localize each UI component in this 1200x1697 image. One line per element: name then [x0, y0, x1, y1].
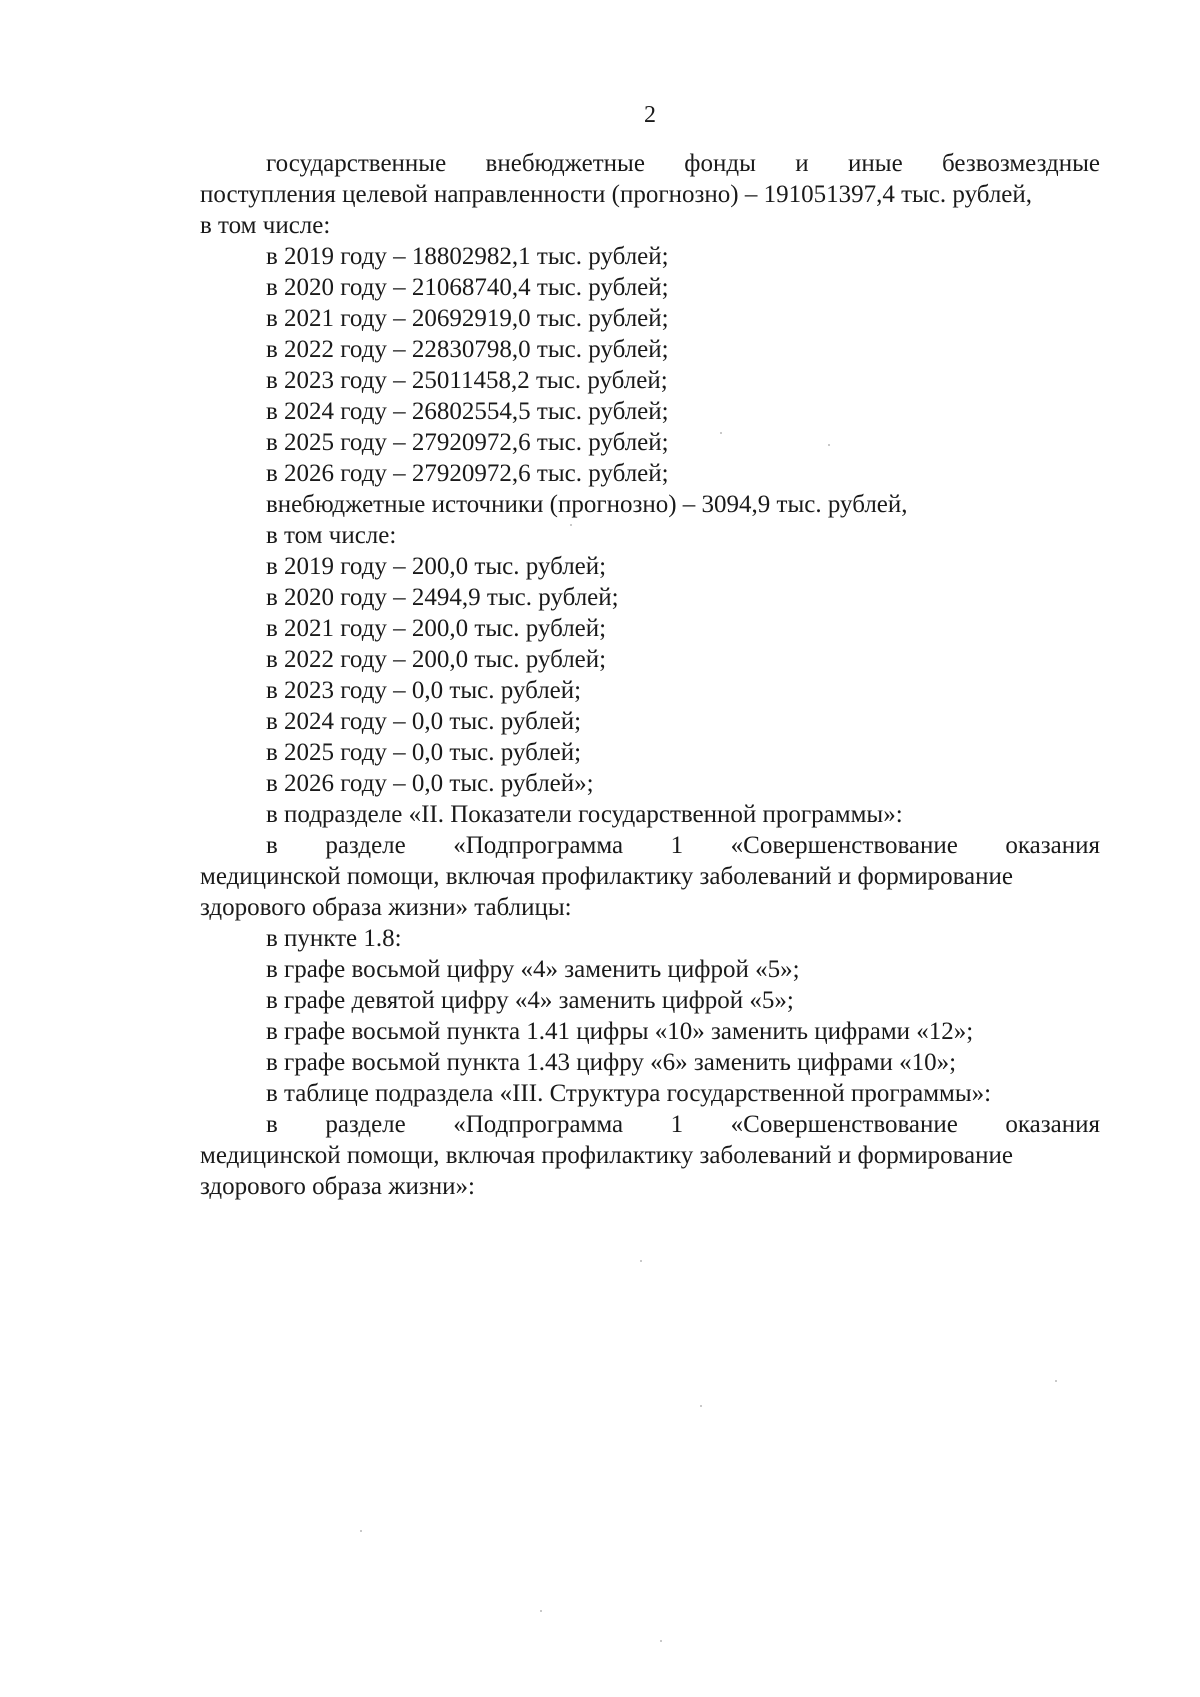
text-line: здорового образа жизни» таблицы:	[200, 894, 572, 921]
extrabudget-line-2024: в 2024 году – 0,0 тыс. рублей;	[266, 708, 582, 735]
text-line: медицинской помощи, включая профилактику заболеваний и формирование	[200, 863, 1014, 890]
text-line: поступления целевой направленности (прогнозно) – 191051397,4 тыс. рублей,	[200, 181, 1033, 208]
text-line: в разделе «Подпрограмма 1 «Совершенствование оказания	[266, 1111, 1100, 1138]
text-line: здорового образа жизни»:	[200, 1173, 475, 1200]
funding-line-2024: в 2024 году – 26802554,5 тыс. рублей;	[266, 398, 669, 425]
funding-line-2021: в 2021 году – 20692919,0 тыс. рублей;	[266, 305, 669, 332]
text-line: в графе восьмой цифру «4» заменить цифрой «5»;	[266, 956, 800, 983]
extrabudget-line-2021: в 2021 году – 200,0 тыс. рублей;	[266, 615, 607, 642]
page-number: 2	[644, 102, 656, 128]
document-body	[200, 148, 1100, 1202]
funding-line-2023: в 2023 году – 25011458,2 тыс. рублей;	[266, 367, 668, 394]
funding-line-2019: в 2019 году – 18802982,1 тыс. рублей;	[266, 243, 669, 270]
extrabudget-line-2019: в 2019 году – 200,0 тыс. рублей;	[266, 553, 607, 580]
funding-line-2022: в 2022 году – 22830798,0 тыс. рублей;	[266, 336, 669, 363]
text-line: в графе восьмой пункта 1.41 цифры «10» заменить цифрами «12»;	[266, 1018, 974, 1045]
text-line: в пункте 1.8:	[266, 925, 402, 952]
text-line: в подразделе «II. Показатели государственной программы»:	[266, 801, 903, 828]
text-line: в графе девятой цифру «4» заменить цифрой «5»;	[266, 987, 794, 1014]
funding-line-2020: в 2020 году – 21068740,4 тыс. рублей;	[266, 274, 669, 301]
funding-line-2025: в 2025 году – 27920972,6 тыс. рублей;	[266, 429, 669, 456]
text-line: государственные внебюджетные фонды и иные безвозмездные	[266, 150, 1100, 177]
text-line: в разделе «Подпрограмма 1 «Совершенствование оказания	[266, 832, 1100, 859]
scan-speck	[660, 1640, 662, 1642]
scan-speck	[828, 444, 830, 446]
scan-speck	[1055, 1380, 1057, 1382]
extrabudget-line-2023: в 2023 году – 0,0 тыс. рублей;	[266, 677, 582, 704]
scan-speck	[720, 432, 722, 434]
scan-speck	[640, 1260, 642, 1262]
extrabudget-line-2025: в 2025 году – 0,0 тыс. рублей;	[266, 739, 582, 766]
funding-line-2026: в 2026 году – 27920972,6 тыс. рублей;	[266, 460, 669, 487]
scan-speck	[570, 524, 572, 526]
extrabudget-line-2022: в 2022 году – 200,0 тыс. рублей;	[266, 646, 607, 673]
text-line: в графе восьмой пункта 1.43 цифру «6» заменить цифрами «10»;	[266, 1049, 957, 1076]
extrabudget-line-2026: в 2026 году – 0,0 тыс. рублей»;	[266, 770, 594, 797]
text-line: внебюджетные источники (прогнозно) – 3094,9 тыс. рублей,	[266, 491, 908, 518]
scan-speck	[700, 1405, 702, 1407]
text-line: в том числе:	[266, 522, 397, 549]
text-line: в том числе:	[200, 212, 331, 239]
text-line: в таблице подраздела «III. Структура государственной программы»:	[266, 1080, 992, 1107]
extrabudget-line-2020: в 2020 году – 2494,9 тыс. рублей;	[266, 584, 619, 611]
text-line: медицинской помощи, включая профилактику заболеваний и формирование	[200, 1142, 1014, 1169]
scan-speck	[360, 1530, 362, 1532]
scan-speck	[540, 1610, 542, 1612]
